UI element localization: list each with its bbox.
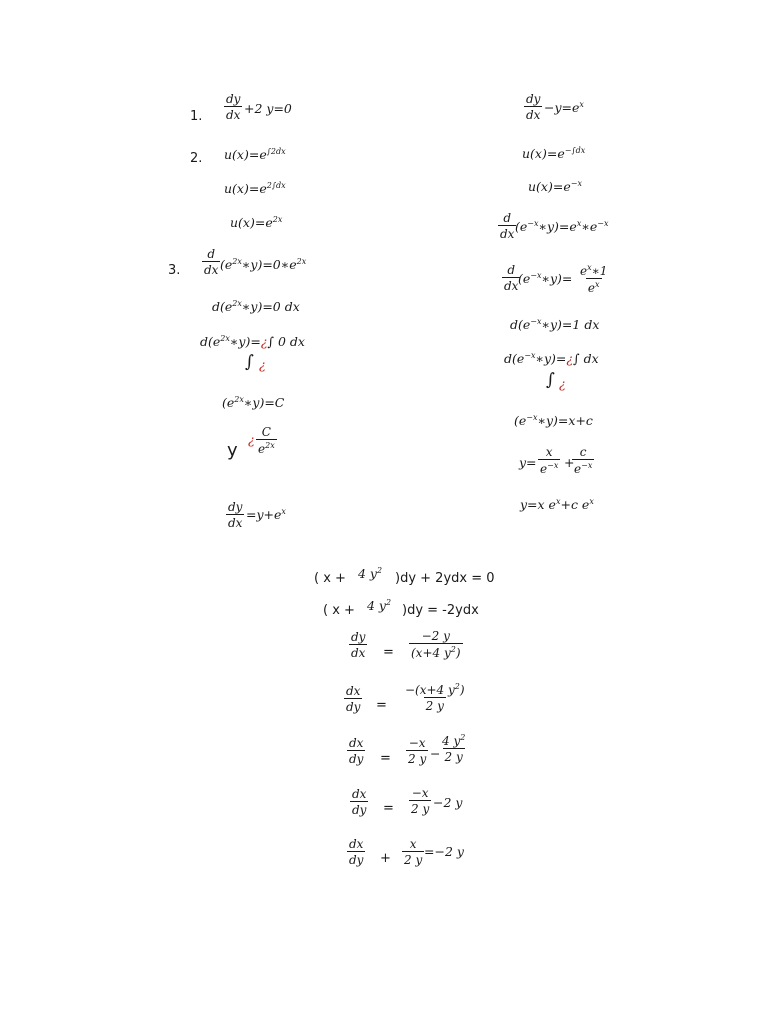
dx-dy-fraction: $\frac{dx}{dy}$ bbox=[349, 736, 364, 766]
equals-sign: = bbox=[380, 751, 391, 766]
right-step-7-expression: $d(e^{-x}∗y)=¿\int$ dx bbox=[504, 351, 599, 367]
integral-symbol: ∫ bbox=[546, 370, 555, 390]
c-over-e-minus-x-fraction: $\frac{c}{e^{-x}}$ bbox=[574, 445, 593, 476]
equals-sign: = bbox=[376, 698, 387, 713]
d-dx-fraction: $\frac{d}{dx}$ bbox=[204, 247, 219, 277]
4y2-over-2y-fraction: $\frac{4 y^2}{2 y}$ bbox=[442, 733, 466, 764]
equals-sign: = bbox=[383, 801, 394, 816]
dx-dy-fraction: $\frac{dx}{dy}$ bbox=[352, 787, 367, 817]
step-1-expression: $(e^{2x}∗y)=0∗e^{2x}$ bbox=[220, 257, 307, 273]
x-over-2y-fraction: $\frac{x}{2 y}$ bbox=[404, 837, 423, 867]
bottom-equation-1-rest: )dy + 2ydx = 0 bbox=[395, 571, 495, 586]
problem-number-1: 1. bbox=[190, 109, 203, 124]
right-integrating-factor-1: $u(x)=e^{-\int dx}$ bbox=[522, 146, 586, 162]
neg-x-plus-4y2-over-2y-fraction: $\frac{-(x+4 y^2)}{2 y}$ bbox=[405, 682, 465, 713]
integrating-factor-line-2: $u(x)=e^{2\int dx}$ bbox=[224, 181, 286, 197]
step-2-expression: $d(e^{2x}∗y)=0$ dx bbox=[212, 299, 300, 315]
step-3-expression: $d(e^{2x}∗y)=¿\int$ 0 dx bbox=[200, 334, 305, 350]
inverted-question-mark: ¿ bbox=[259, 357, 266, 372]
right-equation-1-rest: $-y=e^x$ bbox=[544, 100, 584, 116]
inverted-question-mark: ¿ bbox=[248, 432, 255, 447]
integrating-factor-line-3: $u(x)=e^{2x}$ bbox=[230, 215, 283, 231]
neg-x-over-2y-fraction: $\frac{-x}{2 y}$ bbox=[408, 736, 427, 766]
dy-dx-fraction: $\frac{dy}{dx}$ bbox=[228, 500, 243, 530]
ex-over-ex-fraction: $\frac{e^x∗1}{e^x}$ bbox=[580, 263, 608, 295]
equals-sign: = bbox=[383, 645, 394, 660]
right-step-9-expression: $(e^{-x}∗y)=x+c$ bbox=[514, 413, 593, 429]
right-step-4-expression: $(e^{-x}∗y)=e^x∗e^{-x}$ bbox=[515, 219, 609, 235]
d-dx-fraction: $\frac{d}{dx}$ bbox=[500, 211, 515, 241]
four-y-squared: 4 $y^2$ bbox=[358, 566, 383, 582]
dy-dx-fraction: $\frac{dy}{dx}$ bbox=[351, 630, 366, 660]
integral-symbol: ∫ bbox=[245, 352, 254, 372]
plus-sign: + bbox=[380, 851, 391, 866]
bottom-step-6-rest: −2 y bbox=[433, 795, 463, 810]
dx-dy-fraction: $\frac{dx}{dy}$ bbox=[346, 684, 361, 714]
right-integrating-factor-2: $u(x)=e^{-x}$ bbox=[528, 179, 582, 195]
inverted-question-mark: ¿ bbox=[559, 376, 566, 391]
dx-dy-fraction: $\frac{dx}{dy}$ bbox=[349, 837, 364, 867]
dy-dx-fraction: $\frac{dy}{dx}$ bbox=[526, 92, 541, 122]
neg-x-over-2y-fraction: $\frac{-x}{2 y}$ bbox=[411, 786, 430, 816]
bottom-step-7-rest: =−2 y bbox=[424, 844, 464, 859]
problem-number-2: 2. bbox=[190, 151, 203, 166]
step-5-expression: $(e^{2x}∗y)=C$ bbox=[222, 395, 285, 411]
dy-dx-fraction: $\frac{dy}{dx}$ bbox=[226, 92, 241, 122]
minus-sign: − bbox=[430, 746, 441, 761]
bottom-equation-1: ( x + bbox=[314, 571, 346, 586]
bottom-equation-2-rest: )dy = -2ydx bbox=[402, 603, 479, 618]
plus-sign: + bbox=[564, 455, 575, 470]
right-final-solution: y=x $e^x+c$ $e^x$ bbox=[520, 497, 594, 513]
x-over-e-minus-x-fraction: $\frac{x}{e^{-x}}$ bbox=[540, 445, 559, 476]
minus-2y-over-x-plus-4y2-fraction: $\frac{-2 y}{(x+4 y^2)}$ bbox=[411, 629, 461, 660]
right-step-6-expression: $d(e^{-x}∗y)=1$ dx bbox=[510, 317, 600, 333]
step-7-expression: $=y+e^x$ bbox=[246, 507, 286, 523]
right-step-10-y: y= bbox=[519, 455, 537, 470]
d-dx-fraction: $\frac{d}{dx}$ bbox=[504, 263, 519, 293]
integrating-factor-line-1: $u(x)=e^{\int 2dx}$ bbox=[224, 147, 286, 163]
c-over-e2x-fraction: $\frac{C}{e^{2x}}$ bbox=[258, 425, 275, 456]
y-variable: y bbox=[227, 440, 238, 461]
bottom-equation-2: ( x + bbox=[323, 603, 355, 618]
four-y-squared: 4 $y^2$ bbox=[367, 598, 392, 614]
problem-number-3: 3. bbox=[168, 263, 181, 278]
right-step-5-expression: $(e^{-x}∗y)=$ bbox=[518, 271, 573, 287]
equation-1-rest: +2 y=0 bbox=[244, 101, 292, 116]
